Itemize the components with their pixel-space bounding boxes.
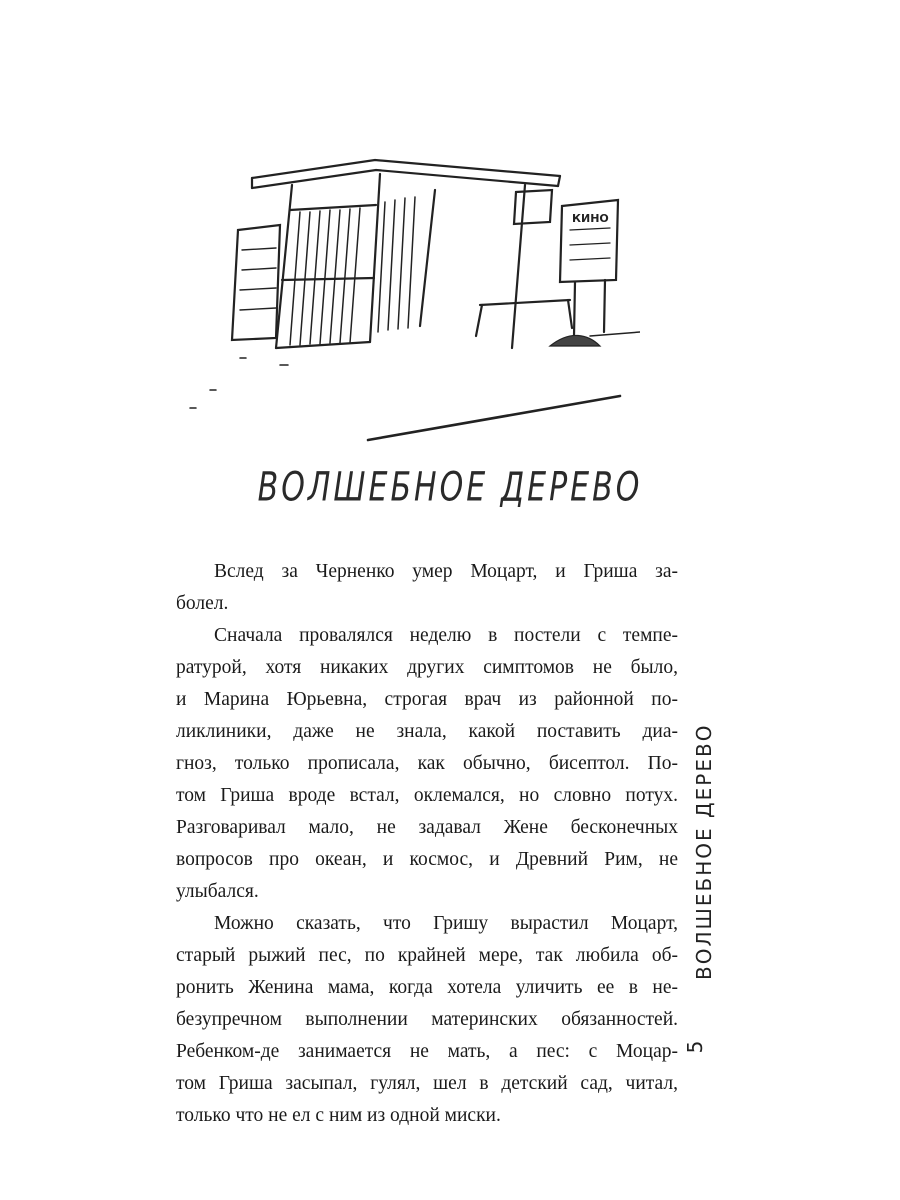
text-line: том Гриша вроде встал, оклемался, но словно потух. (176, 785, 678, 806)
text-line: Сначала провалялся неделю в постели с темпе- (214, 625, 678, 646)
text-line: улыбался. (176, 881, 259, 902)
text-line: и Марина Юрьевна, строгая врач из районной по- (176, 689, 678, 710)
body-text (176, 556, 678, 1132)
text-line: ратурой, хотя никаких других симптомов не было, (176, 657, 678, 678)
text-line: болел. (176, 593, 229, 614)
text-line: безупречном выполнении материнских обязанностей. (176, 1009, 678, 1030)
text-line: вопросов про океан, и космос, и Древний Рим, не (176, 849, 678, 870)
chapter-title: ВОЛШЕБНОЕ ДЕРЕВО (257, 463, 643, 512)
text-line: Можно сказать, что Гришу вырастил Моцарт, (214, 913, 678, 934)
bus-stop-illustration (180, 150, 640, 450)
text-line: том Гриша засыпал, гулял, шел в детский сад, читал, (176, 1073, 678, 1094)
text-line: ликлиники, даже не знала, какой поставить диа- (176, 721, 678, 742)
text-line: Вслед за Черненко умер Моцарт, и Гриша за- (214, 561, 678, 582)
text-line: Разговаривал мало, не задавал Жене бесконечных (176, 817, 678, 838)
text-line: Ребенком-де занимается не мать, а пес: с Моцар- (176, 1041, 678, 1062)
text-line: ронить Женина мама, когда хотела уличить ее в не- (176, 977, 678, 998)
cinema-sign-label: КИНО (572, 212, 609, 225)
text-line: только что не ел с ним из одной миски. (176, 1105, 501, 1126)
running-head (686, 723, 716, 980)
page-number: 5 (683, 1040, 707, 1054)
running-head-text: ВОЛШЕБНОЕ ДЕРЕВО (692, 723, 716, 980)
text-line: старый рыжий пес, по крайней мере, так любила об- (176, 945, 678, 966)
text-line: гноз, только прописала, как обычно, бисептол. По- (176, 753, 678, 774)
